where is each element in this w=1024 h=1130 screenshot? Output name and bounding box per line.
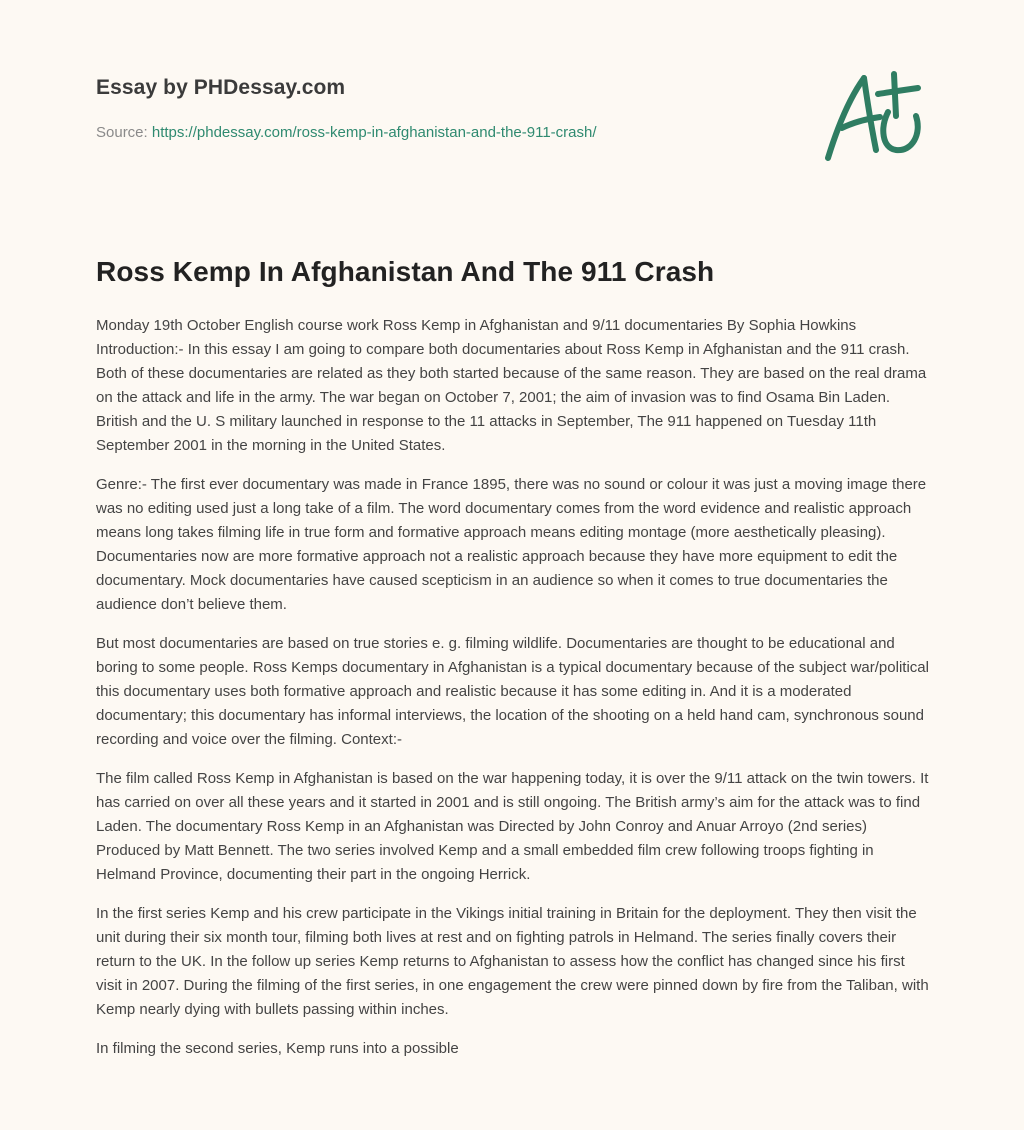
essay-paragraph: Monday 19th October English course work Ross Kemp in Afghanistan and 9/11 documentaries By Sophia Howkins Introduction:- In this essay I am going to compare both documentaries about Ross Kemp in Afghanistan and the 911 crash. Both of these documentaries are related as they both started because of the same reason. They are based on the real drama on the attack and life in the army. The war began on October 7, 2001; the aim of invasion was to find Osama Bin Laden. British and the U. S military launched in response to the 11 attacks in September, The 911 happened on Tuesday 11th September 2001 in the morning in the United States. (96, 317, 927, 454)
essay-paragraph: In the first series Kemp and his crew participate in the Vikings initial training in Britain for the deployment. They then visit the unit during their six month tour, filming both lives at rest and on fighting patrols in Helmand. The series finally covers their return to the UK. In the follow up series Kemp returns to Afghanistan to assess how the conflict has changed since his first visit in 2007. During the filming of the first series, in one engagement the crew were pinned down by fire from the Taliban, with Kemp nearly dying with bullets passing within inches. (96, 905, 929, 1018)
essay-title: Ross Kemp In Afghanistan And The 911 Crash (96, 256, 715, 287)
essay-paragraph: In filming the second series, Kemp runs into a possible (96, 1040, 459, 1057)
logo-plus-vertical (894, 74, 896, 116)
logo-a-right-stroke (864, 78, 876, 150)
essay-body (96, 314, 930, 1076)
site-title: Essay by PHDessay.com (96, 76, 346, 99)
logo-a-left-stroke (828, 78, 864, 158)
a-plus-logo-svg (818, 64, 928, 166)
source-line (96, 124, 597, 141)
essay-paragraph: Genre:- The first ever documentary was made in France 1895, there was no sound or colour it was just a moving image there was no editing used just a long take of a film. The word documentary comes from the word evidence and realistic approach means long takes filming life in true form and formative approach means editing montage (more aesthetically pleasing). Documentaries now are more formative approach not a realistic approach because they have more equipment to edit the documentary. Mock documentaries have caused scepticism in an audience so when it comes to true documentaries the audience don’t believe them. (96, 476, 927, 613)
a-plus-logo-icon (818, 64, 928, 166)
source-label: Source: (96, 124, 152, 141)
essay-paragraph: The film called Ross Kemp in Afghanistan is based on the war happening today, it is over the 9/11 attack on the twin towers. It has carried on over all these years and it started in 2001 and is still ongoing. The British army’s aim for the attack was to find Laden. The documentary Ross Kemp in an Afghanistan was Directed by John Conroy and Anuar Arroyo (2nd series) Produced by Matt Bennett. The two series involved Kemp and a small embedded film crew following troops fighting in Helmand Province, documenting their part in the ongoing Herrick. (96, 770, 929, 883)
logo-plus-horizontal (878, 88, 918, 94)
essay-paragraph: But most documentaries are based on true stories e. g. filming wildlife. Documentaries are thought to be educational and boring to some people. Ross Kemps documentary in Afghanistan is a typical documentary because of the subject war/political this documentary uses both formative approach and realistic because it has some editing in. And it is a moderated documentary; this documentary has informal interviews, the location of the shooting on a held hand cam, synchronous sound recording and voice over the filming. Context:- (96, 635, 929, 748)
logo-swoosh (883, 112, 917, 150)
source-link[interactable]: https://phdessay.com/ross-kemp-in-afghanistan-and-the-911-crash/ (151, 124, 597, 141)
